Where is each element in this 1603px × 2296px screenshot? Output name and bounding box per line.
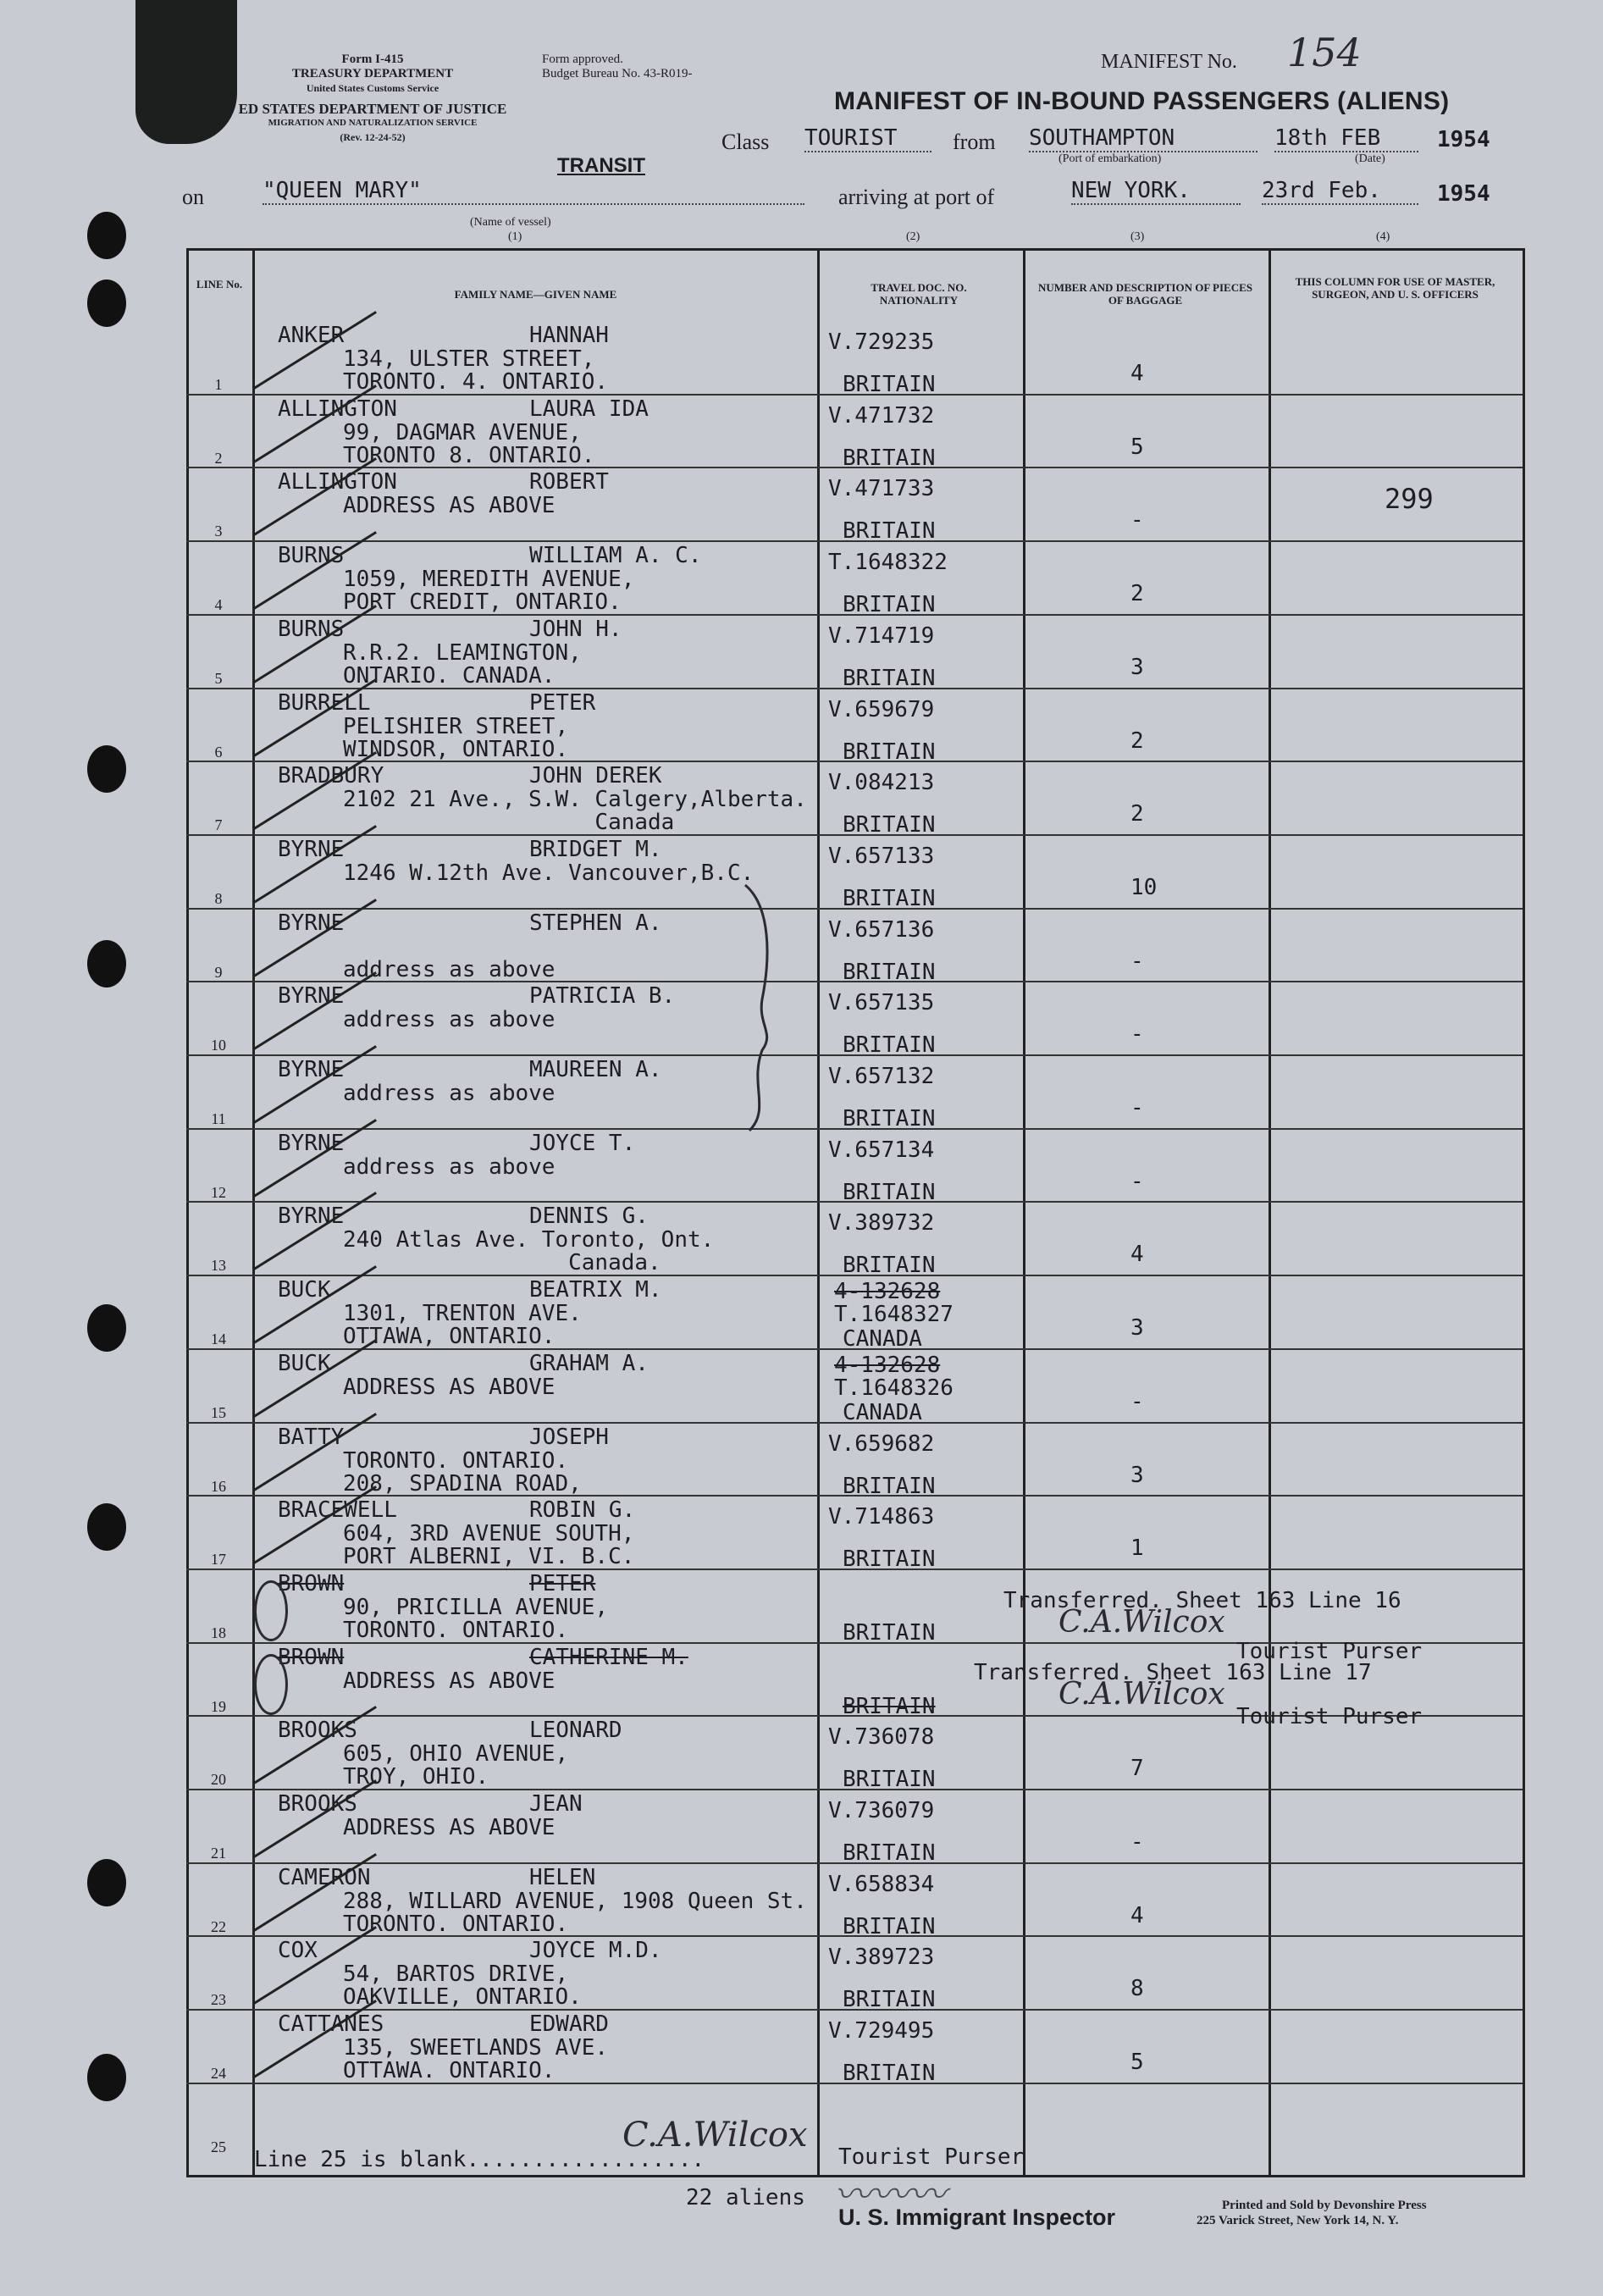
family-name: BRADBURY	[278, 763, 384, 788]
nationality: BRITAIN	[843, 1840, 936, 1866]
given-name: BEATRIX M.	[529, 1277, 662, 1303]
form-service: United States Customs Service	[306, 82, 439, 94]
address-line: 90, PRICILLA AVENUE,	[343, 1595, 609, 1620]
row-divider	[186, 761, 1523, 762]
from-label: from	[953, 130, 996, 154]
family-name: BYRNE	[278, 1203, 345, 1229]
address-line: TORONTO. ONTARIO.	[343, 1618, 569, 1643]
address-line: TORONTO. ONTARIO.	[343, 1911, 569, 1937]
given-name: STEPHEN A.	[529, 910, 662, 936]
signature-19: C.A.Wilcox	[1059, 1677, 1225, 1712]
aliens-count: 22 aliens	[686, 2185, 805, 2210]
purser-title: Tourist Purser	[838, 2144, 1025, 2170]
given-name: BRIDGET M.	[529, 837, 662, 862]
address-line: WINDSOR, ONTARIO.	[343, 737, 569, 762]
address-line: ADDRESS AS ABOVE	[343, 1815, 556, 1840]
nationality: BRITAIN	[843, 518, 936, 544]
nationality: CANADA	[843, 1326, 922, 1352]
printer-line-1: Printed and Sold by Devonshire Press	[1222, 2199, 1427, 2212]
given-name: LEONARD	[529, 1718, 622, 1743]
col-head-officers: THIS COLUMN FOR USE OF MASTER, SURGEON, AND U. S. OFFICERS	[1295, 275, 1495, 301]
line-number: 14	[211, 1331, 226, 1347]
address-line: 1059, MEREDITH AVENUE,	[343, 567, 635, 592]
nationality: BRITAIN	[843, 445, 936, 471]
given-name: LAURA IDA	[529, 396, 649, 422]
given-name: ROBIN G.	[529, 1497, 636, 1523]
form-id-block	[237, 53, 508, 96]
baggage-count: 3	[1130, 1315, 1144, 1341]
purser-signature: C.A.Wilcox	[622, 2116, 808, 2155]
col-divider	[252, 248, 255, 2175]
inspector-title: U. S. Immigrant Inspector	[838, 2205, 1116, 2230]
row-divider	[186, 540, 1523, 542]
travel-doc-number: V.736079	[828, 1798, 935, 1823]
nationality: BRITAIN	[843, 2061, 936, 2086]
binder-hole	[87, 1304, 126, 1352]
inspector-signature: 〰〰〰	[834, 2173, 946, 2216]
address-line: OTTAWA. ONTARIO.	[343, 2058, 556, 2083]
travel-doc-number: V.471732	[828, 403, 935, 429]
address-line: Canada	[343, 810, 675, 835]
given-name: HANNAH	[529, 323, 609, 348]
travel-doc-number: V.659682	[828, 1431, 935, 1457]
bracket-mark	[737, 881, 788, 1135]
form-ins: MIGRATION AND NATURALIZATION SERVICE	[268, 118, 478, 128]
travel-doc-number: V.729495	[828, 2018, 935, 2044]
family-name: BROWN	[278, 1571, 345, 1596]
address-line: PORT ALBERNI, VI. B.C.	[343, 1544, 635, 1569]
address-line: PORT CREDIT, ONTARIO.	[343, 589, 622, 615]
row-divider	[186, 1789, 1523, 1790]
given-name: JOYCE M.D.	[529, 1938, 662, 1963]
nationality: BRITAIN	[843, 1106, 936, 1131]
form-justice: ED STATES DEPARTMENT OF JUSTICE	[238, 101, 507, 117]
address-line: OAKVILLE, ONTARIO.	[343, 1984, 582, 2010]
col-num-4: (4)	[1376, 230, 1390, 243]
address-line: PELISHIER STREET,	[343, 714, 569, 739]
transfer-note-18: Transferred. Sheet 163 Line 16	[1003, 1588, 1401, 1613]
family-name: BUCK	[278, 1277, 331, 1303]
family-name: COX	[278, 1938, 318, 1963]
nationality: BRITAIN	[843, 1620, 936, 1646]
family-name: BATTY	[278, 1425, 345, 1450]
address-line: Canada.	[343, 1250, 661, 1275]
travel-doc-number: V.471733	[828, 476, 935, 501]
form-approved-block	[542, 53, 796, 81]
date-caption: (Date)	[1355, 152, 1385, 165]
circle-mark	[254, 1654, 288, 1715]
row-divider	[186, 2083, 1523, 2084]
line-number: 20	[211, 1771, 226, 1788]
given-name: JOHN H.	[529, 617, 622, 642]
given-name: JOYCE T.	[529, 1131, 636, 1156]
baggage-count: 2	[1130, 581, 1144, 606]
officer-note: 299	[1385, 483, 1434, 515]
family-name: CATTANES	[278, 2011, 384, 2037]
row-divider	[186, 1128, 1523, 1130]
address-line: 288, WILLARD AVENUE, 1908 Queen St.	[343, 1889, 807, 1914]
arrival-year: 1954	[1437, 181, 1490, 207]
col-head-baggage: NUMBER AND DESCRIPTION OF PIECES OF BAGGAGE	[1037, 281, 1253, 307]
binder-hole	[87, 212, 126, 259]
form-budget: Budget Bureau No. 43-R019-	[542, 67, 693, 80]
row-divider	[186, 1935, 1523, 1937]
row-divider	[186, 908, 1523, 910]
row-divider	[186, 614, 1523, 616]
family-name: BROOKS	[278, 1791, 357, 1817]
family-name: BRACEWELL	[278, 1497, 397, 1523]
line-number: 17	[211, 1551, 226, 1568]
baggage-count: -	[1130, 1095, 1144, 1120]
line-number: 18	[211, 1624, 226, 1641]
travel-doc-number: V.084213	[828, 770, 935, 795]
row-divider	[186, 1568, 1523, 1570]
travel-doc-number: T.1648327	[834, 1302, 954, 1327]
family-name: BYRNE	[278, 1131, 345, 1156]
row-divider	[186, 1054, 1523, 1056]
row-divider	[186, 1275, 1523, 1276]
col-head-line: LINE No.	[196, 278, 243, 290]
printer-line-2: 225 Varick Street, New York 14, N. Y.	[1197, 2214, 1399, 2227]
given-name: GRAHAM A.	[529, 1351, 649, 1376]
family-name: CAMERON	[278, 1865, 371, 1890]
address-line: 208, SPADINA ROAD,	[343, 1471, 582, 1497]
baggage-count: 4	[1130, 361, 1144, 386]
col-num-3: (3)	[1130, 230, 1145, 243]
line-number: 1	[214, 376, 223, 393]
travel-doc-number: V.659679	[828, 697, 935, 722]
address-line: TORONTO 8. ONTARIO.	[343, 443, 595, 468]
given-name: WILLIAM A. C.	[529, 543, 702, 568]
address-line: ADDRESS AS ABOVE	[343, 493, 556, 518]
binder-hole	[87, 279, 126, 327]
travel-doc-number: V.389732	[828, 1210, 935, 1236]
line25-note: Line 25 is blank..................	[254, 2147, 705, 2172]
baggage-count: 4	[1130, 1903, 1144, 1928]
nationality: BRITAIN	[843, 1767, 936, 1792]
manifest-title: MANIFEST OF IN-BOUND PASSENGERS (ALIENS)	[834, 87, 1450, 115]
line-number: 5	[214, 670, 223, 687]
travel-doc-number: V.714863	[828, 1504, 935, 1530]
nationality: BRITAIN	[843, 739, 936, 765]
col-head-doc: TRAVEL DOC. NO. NATIONALITY	[871, 281, 967, 307]
family-name: BYRNE	[278, 1057, 345, 1082]
line-number: 25	[211, 2138, 226, 2155]
address-line: 1301, TRENTON AVE.	[343, 1301, 582, 1326]
travel-doc-number: V.658834	[828, 1872, 935, 1897]
form-approved: Form approved.	[542, 53, 623, 66]
baggage-count: -	[1130, 949, 1144, 974]
address-line: 99, DAGMAR AVENUE,	[343, 420, 582, 445]
address-line: ONTARIO. CANADA.	[343, 663, 556, 689]
row-divider	[186, 467, 1523, 468]
travel-doc-number: T.1648326	[834, 1375, 954, 1401]
given-name: PETER	[529, 690, 596, 716]
given-name: EDWARD	[529, 2011, 609, 2037]
nationality: BRITAIN	[843, 1987, 936, 2012]
arriving-label: arriving at port of	[838, 185, 995, 209]
line-number: 21	[211, 1845, 226, 1862]
family-name: ALLINGTON	[278, 469, 397, 495]
nationality: BRITAIN	[843, 1180, 936, 1205]
row-divider	[186, 1348, 1523, 1350]
given-name: JOHN DEREK	[529, 763, 662, 788]
nationality: BRITAIN	[843, 372, 936, 397]
row-divider	[186, 2009, 1523, 2011]
travel-doc-number: T.1648322	[828, 550, 948, 575]
transfer-note-19: Transferred. Sheet 163 Line 17	[974, 1660, 1372, 1685]
binder-hole	[87, 940, 126, 988]
family-name: ALLINGTON	[278, 396, 397, 422]
form-dept: TREASURY DEPARTMENT	[291, 67, 454, 80]
travel-doc-number: V.657135	[828, 990, 935, 1015]
line-number: 6	[214, 744, 223, 761]
nationality: BRITAIN	[843, 666, 936, 691]
baggage-count: 3	[1130, 655, 1144, 680]
baggage-count: -	[1130, 1021, 1144, 1047]
binder-hole	[87, 745, 126, 793]
travel-doc-number: V.657133	[828, 844, 935, 869]
given-name: PETER	[529, 1571, 596, 1596]
family-name: BURNS	[278, 617, 345, 642]
given-name: CATHERINE M.	[529, 1645, 688, 1670]
nationality: BRITAIN	[843, 1914, 936, 1939]
nationality: BRITAIN	[843, 1474, 936, 1499]
arrival-date: 23rd Feb.	[1262, 178, 1418, 205]
line-number: 2	[214, 450, 223, 467]
family-name: BURRELL	[278, 690, 371, 716]
line-number: 15	[211, 1404, 226, 1421]
embark-port: SOUTHAMPTON	[1029, 125, 1258, 152]
struck-doc-number: 4-132628	[834, 1279, 941, 1304]
class-label: Class	[721, 130, 770, 154]
line-number: 19	[211, 1698, 226, 1715]
binder-hole	[87, 2054, 126, 2101]
nationality: BRITAIN	[843, 592, 936, 617]
embark-date: 18th FEB	[1274, 125, 1418, 152]
address-line: ADDRESS AS ABOVE	[343, 1668, 556, 1694]
line-number: 10	[211, 1037, 226, 1054]
on-label: on	[182, 185, 204, 209]
given-name: MAUREEN A.	[529, 1057, 662, 1082]
col-divider	[1269, 248, 1271, 2175]
baggage-count: -	[1130, 1829, 1144, 1855]
nationality: BRITAIN	[843, 1253, 936, 1278]
travel-doc-number: V.389723	[828, 1945, 935, 1970]
family-name: BURNS	[278, 543, 345, 568]
baggage-count: 4	[1130, 1242, 1144, 1267]
col-num-1: (1)	[508, 230, 522, 243]
form-rev: (Rev. 12-24-52)	[340, 131, 406, 143]
family-name: BYRNE	[278, 837, 345, 862]
line-number: 4	[214, 596, 223, 613]
travel-doc-number: V.657134	[828, 1137, 935, 1163]
struck-doc-number: 4-132628	[834, 1353, 941, 1378]
line-number: 3	[214, 523, 223, 539]
travel-doc-number: V.714719	[828, 623, 935, 649]
given-name: ROBERT	[529, 469, 609, 495]
line-number: 11	[211, 1110, 226, 1127]
vessel-name: "QUEEN MARY"	[263, 178, 804, 205]
address-line: 605, OHIO AVENUE,	[343, 1741, 569, 1767]
row-divider	[186, 1495, 1523, 1497]
embark-year: 1954	[1437, 127, 1490, 152]
line-number: 9	[214, 964, 223, 981]
row-divider	[186, 1422, 1523, 1424]
signature-18: C.A.Wilcox	[1059, 1605, 1225, 1640]
address-line: OTTAWA, ONTARIO.	[343, 1324, 556, 1349]
baggage-count: 8	[1130, 1976, 1144, 2001]
address-line: R.R.2. LEAMINGTON,	[343, 640, 582, 666]
row-divider	[186, 1201, 1523, 1203]
address-line: 240 Atlas Ave. Toronto, Ont.	[343, 1227, 715, 1253]
line-number: 23	[211, 1991, 226, 2008]
address-line: TORONTO. ONTARIO.	[343, 1448, 569, 1474]
address-line: TORONTO. 4. ONTARIO.	[343, 369, 609, 395]
address-line: 604, 3RD AVENUE SOUTH,	[343, 1521, 635, 1546]
line-number: 13	[211, 1257, 226, 1274]
baggage-count: 2	[1130, 801, 1144, 827]
baggage-count: 2	[1130, 728, 1144, 754]
row-divider	[186, 981, 1523, 982]
address-line: ADDRESS AS ABOVE	[343, 1375, 556, 1400]
given-name: DENNIS G.	[529, 1203, 649, 1229]
given-name: JOSEPH	[529, 1425, 609, 1450]
binder-hole	[87, 1503, 126, 1551]
family-name: BYRNE	[278, 910, 345, 936]
address-line: TROY, OHIO.	[343, 1764, 489, 1790]
baggage-count: -	[1130, 507, 1144, 533]
given-name: PATRICIA B.	[529, 983, 676, 1009]
binder-hole	[87, 1859, 126, 1906]
class-value: TOURIST	[804, 125, 931, 152]
baggage-count: 1	[1130, 1535, 1144, 1561]
address-line: 2102 21 Ave., S.W. Calgery,Alberta.	[343, 787, 807, 812]
family-name: BYRNE	[278, 983, 345, 1009]
transfer-purser-18: Tourist Purser	[1236, 1639, 1423, 1664]
given-name: JEAN	[529, 1791, 583, 1817]
line-number: 24	[211, 2065, 226, 2082]
travel-doc-number: V.729235	[828, 329, 935, 355]
line-number: 16	[211, 1478, 226, 1495]
form-number: Form I-415	[341, 53, 404, 66]
travel-doc-number: V.657136	[828, 917, 935, 943]
nationality: BRITAIN	[843, 812, 936, 838]
vessel-caption: (Name of vessel)	[470, 216, 551, 229]
nationality: BRITAIN	[843, 960, 936, 985]
given-name: HELEN	[529, 1865, 596, 1890]
nationality: BRITAIN	[843, 1694, 936, 1719]
row-divider	[186, 688, 1523, 689]
nationality: BRITAIN	[843, 1032, 936, 1058]
address-line: 135, SWEETLANDS AVE.	[343, 2035, 609, 2061]
family-name: ANKER	[278, 323, 345, 348]
baggage-count: 10	[1130, 875, 1158, 900]
family-name: BUCK	[278, 1351, 331, 1376]
address-line: 1246 W.12th Ave. Vancouver,B.C.	[343, 860, 755, 886]
transit-label: TRANSIT	[557, 154, 645, 177]
nationality: CANADA	[843, 1400, 922, 1425]
baggage-count: 7	[1130, 1756, 1144, 1781]
baggage-count: 5	[1130, 2050, 1144, 2075]
arrival-port: NEW YORK.	[1071, 178, 1241, 205]
col-num-2: (2)	[906, 230, 920, 243]
address-line: 134, ULSTER STREET,	[343, 346, 595, 372]
col-head-name: FAMILY NAME—GIVEN NAME	[454, 288, 617, 301]
family-name: BROWN	[278, 1645, 345, 1670]
manifest-no-label: MANIFEST No.	[1101, 51, 1237, 73]
travel-doc-number: V.736078	[828, 1724, 935, 1750]
line-number: 7	[214, 816, 223, 833]
col-divider	[817, 248, 820, 2175]
circle-mark	[254, 1580, 288, 1641]
embark-caption: (Port of embarkation)	[1059, 152, 1162, 165]
baggage-count: -	[1130, 1389, 1144, 1414]
line-number: 8	[214, 890, 223, 907]
address-line: 54, BARTOS DRIVE,	[343, 1961, 569, 1987]
address-line: address as above	[343, 1154, 556, 1180]
address-line: address as above	[343, 957, 556, 982]
col-divider	[1023, 248, 1025, 2175]
row-divider	[186, 394, 1523, 396]
line-number: 22	[211, 1918, 226, 1935]
address-line: address as above	[343, 1007, 556, 1032]
transfer-purser-19: Tourist Purser	[1236, 1704, 1423, 1729]
baggage-count: 3	[1130, 1463, 1144, 1488]
address-line: address as above	[343, 1081, 556, 1106]
nationality: BRITAIN	[843, 886, 936, 911]
manifest-no-value: 154	[1287, 30, 1362, 75]
travel-doc-number: V.657132	[828, 1064, 935, 1089]
baggage-count: 5	[1130, 434, 1144, 460]
family-name: BROOKS	[278, 1718, 357, 1743]
row-divider	[186, 1862, 1523, 1864]
line-number: 12	[211, 1184, 226, 1201]
baggage-count: -	[1130, 1169, 1144, 1194]
row-divider	[186, 834, 1523, 836]
form-justice-block	[178, 102, 567, 145]
nationality: BRITAIN	[843, 1546, 936, 1572]
